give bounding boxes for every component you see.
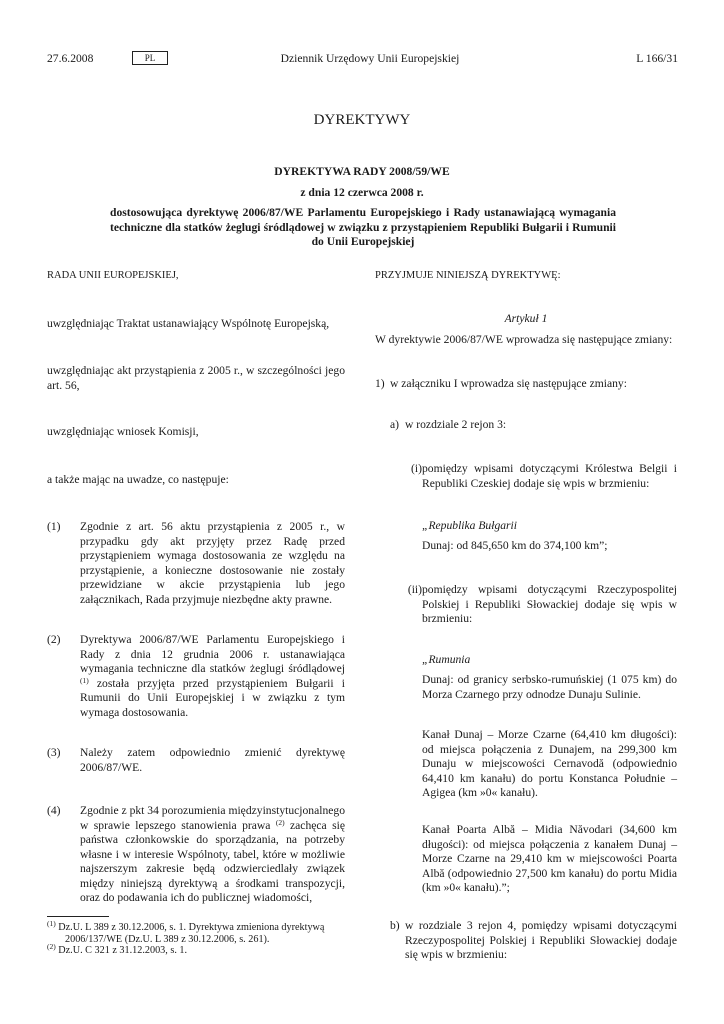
- recital-number: (2): [47, 633, 61, 646]
- subpoint-number: b): [390, 919, 400, 932]
- directive-subtitle: dostosowująca dyrektywę 2006/87/WE Parlamentu Europejskiego i Rady ustanawiającą wymagania techniczne dla statków żeglugi śródlądowej w związku z przystąpieniem Republiki Bułgarii i Rumunii do Unii Europejskiej: [110, 206, 616, 248]
- subpoint-text: w rozdziale 3 rejon 4, pomiędzy wpisami dotyczącymi Rzeczypospolitej Polskiej i Republiki Słowackiej dodaje się wpis w brzmieniu:: [405, 919, 677, 961]
- footnote: $^{(2)}$ Dz.U. C 321 z 31.12.2003, s. 1.: [47, 942, 188, 956]
- entry-text-romania-canal-1: Kanał Dunaj – Morze Czarne (64,410 km długości): od miejsca połączenia z Dunajem, na 299,300 km Dunaju w miejscowości Cernavodă (odpowiednio 64,410 km kanału) do portu Konstanca Południe – Agigea (km »0« kanału).: [422, 728, 677, 799]
- directive-title: DYREKTYWA RADY 2008/59/WE: [274, 165, 450, 178]
- entry-text-romania-danube: Dunaj: od granicy serbsko-rumuńskiej (1 075 km) do Morza Czarnego przy odnodze Dunaju Sulinie.: [422, 673, 677, 701]
- entry-text-bulgaria: Dunaj: od 845,650 km do 374,100 km”;: [422, 539, 608, 552]
- recital-number: (1): [47, 520, 61, 533]
- article-intro: W dyrektywie 2006/87/WE wprowadza się następujące zmiany:: [375, 333, 673, 346]
- citation-treaty: uwzględniając Traktat ustanawiający Wspólnotę Europejską,: [47, 317, 330, 330]
- recital-text: Zgodnie z art. 56 aktu przystąpienia z 2005 r., w przypadku gdy akt przyjęty przez Radę przed przystąpieniem wymaga dostosowania ze względu na przystąpienie, a konieczne dostosowanie nie zostały przewidziane w akcie przystąpienia lub jego załącznikach, Rada przyjmuje niezbędne akty prawne.: [80, 520, 345, 606]
- subpoint-number: a): [390, 418, 400, 431]
- footnote: $^{(1)}$ Dz.U. L 389 z 30.12.2006, s. 1. Dyrektywa zmieniona dyrektywą 2006/137/WE (Dz.U. L 389 z 30.12.2006, s. 261).: [47, 919, 325, 946]
- council-heading: RADA UNII EUROPEJSKIEJ,: [47, 270, 179, 281]
- page-reference: L 166/31: [636, 52, 678, 65]
- footnote-ref[interactable]: (2): [275, 817, 285, 827]
- article-heading: Artykuł 1: [504, 312, 548, 325]
- entry-text-romania-canal-2: Kanał Poarta Albă – Midia Năvodari (34,600 km długości): od miejsca połączenia z kanałem Dunaj – Morze Czarne na 29,410 km w miejscowości Poarta Albă (odpowiednio 27,500 km kanału) do portu Midia (km »0« kanału).”;: [422, 823, 677, 894]
- item-number: (i): [411, 462, 422, 475]
- item-number: (ii): [407, 583, 422, 596]
- point-number: 1): [375, 377, 385, 390]
- recital-text: Należy zatem odpowiednio zmienić dyrektywę 2006/87/WE.: [80, 746, 345, 774]
- header-date: 27.6.2008: [47, 52, 94, 65]
- section-title: DYREKTYWY: [313, 112, 411, 128]
- entry-title-bulgaria: „Republika Bułgarii: [422, 519, 517, 532]
- language-badge: PL: [132, 51, 168, 65]
- journal-name: Dziennik Urzędowy Unii Europejskiej: [280, 52, 460, 65]
- subpoint-text: w rozdziale 2 rejon 3:: [405, 418, 507, 431]
- citation-whereas: a także mając na uwadze, co następuje:: [47, 473, 229, 486]
- recital-number: (4): [47, 804, 61, 817]
- item-text: pomiędzy wpisami dotyczącymi Królestwa Belgii i Republiki Czeskiej dodaje się wpis w brzmieniu:: [422, 462, 677, 490]
- point-text: w załączniku I wprowadza się następujące zmiany:: [390, 377, 627, 390]
- citation-proposal: uwzględniając wniosek Komisji,: [47, 425, 199, 438]
- footnote-separator: [47, 916, 109, 917]
- recital-number: (3): [47, 746, 61, 759]
- adopts-heading: PRZYJMUJE NINIEJSZĄ DYREKTYWĘ:: [375, 270, 561, 281]
- recital-text: Dyrektywa 2006/87/WE Parlamentu Europejskiego i Rady z dnia 12 grudnia 2006 r. ustanawiająca wymagania techniczne dla statków żeglugi śródlądowej $^{(1)}$ została przyjęta przed przystąpieniem Bułgarii i Rumunii do Unii Europejskiej i w związku z tym wymaga dostosowania.: [80, 633, 345, 719]
- recital-text: Zgodnie z pkt 34 porozumienia międzyinstytucjonalnego w sprawie lepszego stanowienia prawa $^{(2)}$ zachęca się państwa członkowskie do sporządzania, na potrzeby własne i w interesie Wspólnoty, tabel, które w możliwie najszerszym zakresie będą odzwierciedlały związek między niniejszą dyrektywą a środkami transpozycji, oraz do podawania ich do publicznej wiadomości,: [80, 804, 345, 904]
- directive-date: z dnia 12 czerwca 2008 r.: [300, 186, 424, 199]
- entry-title-romania: „Rumunia: [422, 653, 471, 666]
- item-text: pomiędzy wpisami dotyczącymi Rzeczypospolitej Polskiej i Republiki Słowackiej dodaje się wpis w brzmieniu:: [422, 583, 677, 625]
- citation-accession-act: uwzględniając akt przystąpienia z 2005 r., w szczególności jego art. 56,: [47, 364, 345, 392]
- footnote-ref[interactable]: (1): [80, 675, 89, 685]
